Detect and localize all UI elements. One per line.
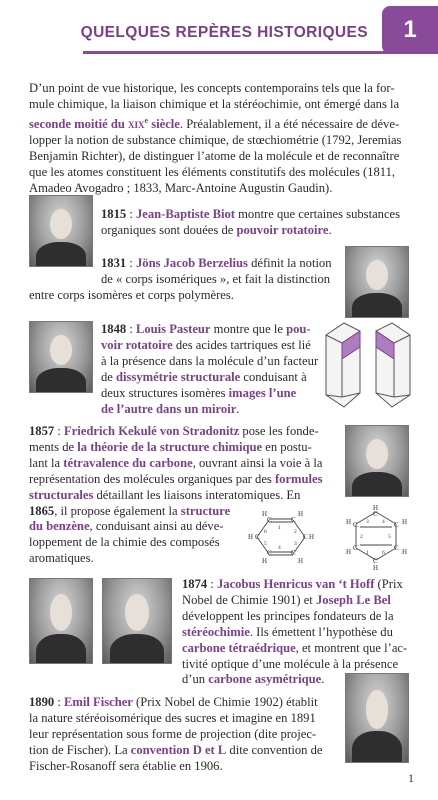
fischer-line: leur représentation sous forme de projection (dite projec- bbox=[29, 726, 317, 741]
formula-atom: C bbox=[267, 549, 272, 557]
intro-line: lopper la notion de substance chimique, de stœchiométrie (1792, Jeremias bbox=[29, 132, 402, 147]
portrait-coat bbox=[36, 368, 86, 394]
kekule-text: lant la bbox=[29, 455, 64, 470]
fischer-paragraph bbox=[29, 695, 339, 775]
highlight-term: seconde moitié du bbox=[29, 117, 128, 131]
kekule-text: détaillant les liaisons interatomiques. En bbox=[93, 487, 301, 502]
benzene-formula-right bbox=[340, 502, 412, 572]
vanthoff-text: . bbox=[321, 672, 325, 687]
highlight-term: images l’une bbox=[228, 385, 297, 400]
formula-atom: H bbox=[373, 504, 379, 512]
fischer-text: dite convention de bbox=[226, 742, 323, 757]
formula-atom: H bbox=[346, 518, 352, 526]
berzelius-text: définit la notion bbox=[247, 256, 332, 270]
berzelius-paragraph bbox=[29, 256, 339, 304]
year: 1857 bbox=[29, 424, 55, 438]
intro-paragraph bbox=[29, 81, 409, 197]
highlight-term: tétravalence du carbone bbox=[63, 455, 193, 470]
biot-line bbox=[101, 223, 411, 239]
berzelius-line: entre corps isomères et corps polymères. bbox=[29, 287, 234, 302]
highlight-term: siècle bbox=[148, 117, 180, 131]
highlight-term: voir rotatoire bbox=[101, 337, 173, 352]
pasteur-line bbox=[101, 402, 316, 418]
scientist-name: Louis Pasteur bbox=[135, 322, 211, 336]
formula-atom: H bbox=[262, 510, 268, 518]
formula-atom: H bbox=[373, 564, 379, 572]
fischer-line: la nature stéréoisomérique des sucres et imagine en 1891 bbox=[29, 710, 316, 725]
chapter-number: 1 bbox=[403, 16, 417, 43]
scientist-name: Emil Fischer bbox=[63, 695, 133, 709]
biot-line bbox=[101, 207, 411, 223]
separator: : bbox=[126, 207, 136, 221]
portrait-face bbox=[366, 260, 388, 291]
kekule-text: représentation des molécules organiques par des bbox=[29, 471, 275, 486]
biot-paragraph bbox=[101, 207, 411, 239]
kekule-text: en postu- bbox=[262, 439, 312, 454]
kekule-line bbox=[29, 424, 339, 440]
vanthoff-text: (Prix bbox=[374, 577, 403, 591]
formula-atom: H bbox=[298, 510, 304, 518]
pasteur-line bbox=[101, 322, 316, 338]
kekule-line bbox=[29, 488, 339, 504]
kekule-line bbox=[29, 456, 339, 472]
portrait-face bbox=[366, 690, 388, 729]
vanthoff-line bbox=[182, 593, 412, 609]
separator: : bbox=[207, 577, 217, 591]
vanthoff-text: , et montrent que l’ac- bbox=[295, 640, 408, 655]
biot-text: organiques sont douées de bbox=[101, 222, 237, 237]
scientist-name: Jean-Baptiste Biot bbox=[135, 207, 235, 221]
pasteur-line: à la présence dans la molécule d’un facteur bbox=[101, 353, 319, 368]
portrait-pasteur bbox=[29, 321, 93, 393]
year: 1865 bbox=[29, 503, 55, 518]
formula-atom: C bbox=[373, 510, 378, 518]
highlight-term: formules bbox=[274, 471, 323, 486]
formula-atom: C bbox=[267, 516, 272, 524]
portrait-le-bel bbox=[102, 578, 172, 664]
page-number: 1 bbox=[408, 771, 414, 785]
benzene-formula-left bbox=[245, 508, 317, 566]
formula-position: 4 bbox=[382, 519, 385, 525]
intro-line: D’un point de vue historique, les concepts contemporains tels que la for- bbox=[29, 81, 395, 95]
kekule-text: , il propose également la bbox=[54, 503, 181, 518]
portrait-face bbox=[50, 209, 72, 240]
highlight-term: convention D et L bbox=[130, 742, 227, 757]
pasteur-text: montre que le bbox=[210, 322, 287, 336]
formula-position: 2 bbox=[360, 534, 363, 540]
formula-atom: H bbox=[346, 548, 352, 556]
formula-atom: H bbox=[309, 533, 315, 541]
scientist-name: Jacobus Henricus van ‘t Hoff bbox=[216, 577, 375, 591]
tartrate-crystals-illustration bbox=[318, 319, 418, 411]
intro-line: Benjamin Richter), de distinguer l’atome de la molécule et de reconnaître bbox=[29, 148, 400, 163]
portrait-coat bbox=[352, 731, 402, 763]
portrait-face bbox=[125, 594, 149, 631]
intro-line: mule chimique, la liaison chimique et la stéréochimie, ont émergé dans la bbox=[29, 96, 400, 111]
formula-atom: C bbox=[353, 544, 358, 552]
highlight-term: structure bbox=[180, 503, 231, 518]
pasteur-line bbox=[101, 386, 316, 402]
kekule-line: loppement de la chimie des composés bbox=[29, 535, 220, 550]
formula-position: 4 bbox=[278, 545, 281, 551]
highlight-term: dissymétrie structurale bbox=[116, 369, 241, 384]
vanthoff-paragraph bbox=[182, 577, 412, 688]
vanthoff-text: . Ils émettent l’hypothèse du bbox=[249, 624, 393, 639]
formula-atom: C bbox=[394, 544, 399, 552]
vanthoff-text: d’un bbox=[182, 672, 209, 687]
year: 1848 bbox=[101, 322, 127, 336]
year: 1815 bbox=[101, 207, 127, 221]
portrait-coat bbox=[352, 472, 402, 498]
separator: : bbox=[126, 256, 136, 270]
chapter-tab bbox=[382, 6, 438, 54]
portrait-van-t-hoff bbox=[29, 578, 93, 664]
page-title: QUELQUES REPÈRES HISTORIQUES bbox=[80, 24, 368, 41]
highlight-term: stéréochimie bbox=[182, 624, 250, 639]
vanthoff-line bbox=[182, 641, 412, 657]
formula-position: 6 bbox=[382, 550, 385, 556]
formula-position: 5 bbox=[388, 534, 391, 540]
scientist-name: Friedrich Kekulé von Stradonitz bbox=[63, 424, 240, 438]
highlight-term: pouvoir rotatoire bbox=[236, 222, 329, 237]
separator: : bbox=[54, 695, 64, 709]
portrait-fischer bbox=[345, 673, 409, 763]
formula-atom: H bbox=[402, 548, 408, 556]
portrait-berzelius bbox=[345, 246, 409, 318]
pasteur-line bbox=[101, 338, 316, 354]
kekule-text: , ouvrant ainsi la voie à la bbox=[192, 455, 323, 470]
separator: : bbox=[126, 322, 136, 336]
pasteur-text: . bbox=[236, 401, 240, 416]
page-header bbox=[0, 0, 438, 62]
pasteur-text: deux structures isomères bbox=[101, 385, 229, 400]
berzelius-line bbox=[29, 256, 339, 272]
highlight-term: du benzène bbox=[29, 519, 90, 534]
kekule-text: pose les fonde- bbox=[239, 424, 319, 438]
formula-atom: H bbox=[402, 518, 408, 526]
formula-atom: C bbox=[291, 516, 296, 524]
portrait-coat bbox=[352, 293, 402, 319]
formula-position: 6 bbox=[264, 529, 267, 535]
fischer-line: Fischer-Rosanoff sera établie en 1906. bbox=[29, 758, 223, 773]
formula-position: 1 bbox=[366, 550, 369, 556]
scientist-name: Joseph Le Bel bbox=[315, 592, 391, 607]
intro-line: que les atomes constituent les éléments constitutifs des molécules (1811, bbox=[29, 164, 396, 179]
highlight-term: pou- bbox=[286, 322, 311, 336]
formula-atom: H bbox=[248, 533, 254, 541]
kekule-line: aromatiques. bbox=[29, 551, 94, 566]
pasteur-text: de bbox=[101, 369, 117, 384]
crystal-right bbox=[376, 323, 410, 407]
portrait-coat bbox=[110, 634, 164, 664]
highlight-term: e bbox=[144, 115, 149, 125]
intro-line: Amadeo Avogadro ; 1833, Marc-Antoine Augustin Gaudin). bbox=[29, 180, 333, 195]
pasteur-text: conduisant à bbox=[240, 369, 307, 384]
year: 1890 bbox=[29, 695, 55, 709]
biot-text: . bbox=[328, 222, 332, 237]
portrait-face bbox=[50, 594, 72, 631]
vanthoff-text: Nobel de Chimie 1901) et bbox=[182, 592, 316, 607]
portrait-face bbox=[366, 439, 388, 470]
kekule-text: ments de bbox=[29, 439, 78, 454]
formula-position: 2 bbox=[294, 529, 297, 535]
formula-position: 3 bbox=[294, 541, 297, 547]
vanthoff-line: développent les principes fondateurs de la bbox=[182, 608, 394, 623]
formula-atom: C bbox=[394, 521, 399, 529]
highlight-term: structurales bbox=[29, 487, 94, 502]
vanthoff-line: tivité optique d’une molécule à la présence bbox=[182, 656, 399, 671]
year: 1874 bbox=[182, 577, 208, 591]
highlight-term: carbone tétraédrique bbox=[182, 640, 296, 655]
fischer-text: (Prix Nobel de Chimie 1902) établit bbox=[132, 695, 318, 709]
highlight-term: la théorie de la structure chimique bbox=[77, 439, 263, 454]
formula-atom: C bbox=[353, 521, 358, 529]
scientist-name: Jöns Jacob Berzelius bbox=[135, 256, 248, 270]
formula-atom: C bbox=[255, 533, 260, 541]
portrait-coat bbox=[36, 634, 86, 664]
formula-position: 1 bbox=[278, 525, 281, 531]
crystal-left bbox=[326, 323, 360, 407]
highlight-term: carbone asymétrique bbox=[208, 672, 322, 687]
formula-position: 5 bbox=[264, 541, 267, 547]
kekule-text: , conduisant ainsi au déve- bbox=[89, 519, 224, 534]
portrait-kekule bbox=[345, 425, 409, 497]
kekule-line bbox=[29, 472, 339, 488]
formula-atom: C bbox=[303, 533, 308, 541]
biot-text: montre que certaines substances bbox=[234, 207, 401, 221]
kekule-line bbox=[29, 440, 339, 456]
separator: : bbox=[54, 424, 64, 438]
intro-text: . Préalablement, il a été nécessaire de déve- bbox=[179, 117, 400, 131]
year: 1831 bbox=[101, 256, 127, 270]
pasteur-text: des acides tartriques est lié bbox=[172, 337, 311, 352]
vanthoff-line bbox=[182, 625, 412, 641]
formula-position: 3 bbox=[366, 519, 369, 525]
vanthoff-line bbox=[182, 577, 412, 593]
berzelius-line: de « corps isomériques », et fait la distinction bbox=[101, 271, 331, 286]
formula-atom: H bbox=[262, 557, 268, 565]
formula-atom: H bbox=[298, 557, 304, 565]
formula-atom: C bbox=[291, 549, 296, 557]
fischer-line bbox=[29, 743, 339, 759]
intro-line bbox=[29, 113, 409, 133]
formula-atom: C bbox=[373, 557, 378, 565]
pasteur-paragraph bbox=[101, 322, 319, 417]
pasteur-line bbox=[101, 370, 316, 386]
portrait-face bbox=[50, 335, 72, 366]
highlight-term: de l’autre dans un miroir bbox=[101, 401, 237, 416]
fischer-text: tion de Fischer). La bbox=[29, 742, 131, 757]
highlight-term: xix bbox=[128, 117, 145, 131]
fischer-line bbox=[29, 695, 339, 711]
